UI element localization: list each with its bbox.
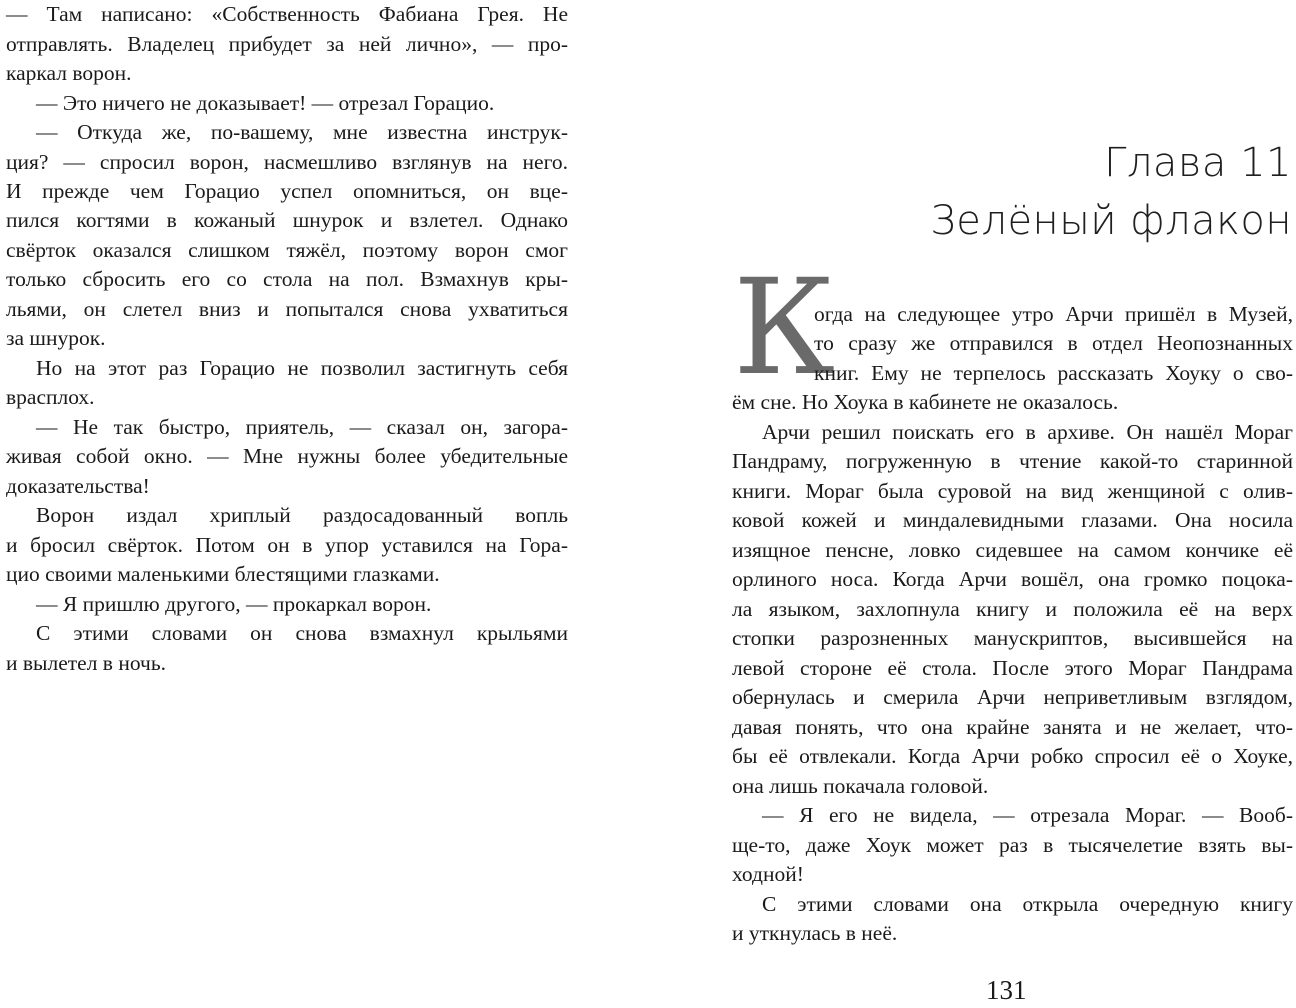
text-line: Но на этот раз Горацио не позволил застигнуть себя [36, 356, 568, 380]
text-line: только сбросить его со стола на пол. Взмахнув кры- [6, 267, 568, 291]
text-line: огда на следующее утро Арчи пришёл в Музей, [814, 302, 1293, 326]
chapter-number: Глава 11 [1104, 140, 1292, 186]
text-line-content: — Там написано: «Собственность Фабиана Грея. Не [6, 2, 568, 26]
text-line: книги. Мораг была суровой на вид женщиной с олив- [732, 479, 1293, 503]
text-line: отправлять. Владелец прибудет за ней лично», — про- [6, 32, 568, 56]
text-line: ла языком, захлопнула книгу и положила её на верх [732, 597, 1293, 621]
text-line: живая собой окно. — Мне нужны более убедительные [6, 444, 568, 468]
text-line: книг. Ему не терпелось рассказать Хоуку о сво- [814, 361, 1293, 385]
text-line: льями, он слетел вниз и попытался снова ухватиться [6, 297, 568, 321]
text-line: Ворон издал хриплый раздосадованный вопль [36, 503, 568, 527]
text-line: — Я пришлю другого, — прокаркал ворон. [36, 592, 432, 616]
text-line: обернулась и смерила Арчи неприветливым взглядом, [732, 685, 1293, 709]
text-line: пился когтями в кожаный шнурок и взлетел. Однако [6, 208, 568, 232]
text-line: — Я его не видела, — отрезала Мораг. — Вооб- [762, 803, 1293, 827]
text-line: изящное пенсне, ловко сидевшее на самом кончике её [732, 538, 1293, 562]
text-line: орлиного носа. Когда Арчи вошёл, она громко поцока- [732, 567, 1293, 591]
text-line: Арчи решил поискать его в архиве. Он нашёл Мораг [762, 420, 1293, 444]
text-line: ходной! [732, 862, 804, 886]
text-line [6, 0, 568, 29]
text-line: — Это ничего не доказывает! — отрезал Горацио. [36, 91, 495, 115]
chapter-title: Зелёный флакон [930, 198, 1292, 244]
text-line: — Не так быстро, приятель, — сказал он, загора- [36, 415, 568, 439]
text-line: за шнурок. [6, 326, 106, 350]
text-line: и уткнулась в неё. [732, 921, 898, 945]
page-number: 131 [986, 975, 1027, 1005]
text-line: С этими словами он снова взмахнул крыльями [36, 621, 568, 645]
text-line: левой стороне её стола. После этого Мораг Пандрама [732, 656, 1293, 680]
text-line: ём сне. Но Хоука в кабинете не оказалось. [732, 390, 1119, 414]
text-line: С этими словами она открыла очередную книгу [762, 892, 1293, 916]
text-line: и вылетел в ночь. [6, 651, 167, 675]
text-line: Пандраму, погруженную в чтение какой-то старинной [732, 449, 1293, 473]
text-line: и бросил свёрток. Потом он в упор уставился на Гора- [6, 533, 568, 557]
text-line: врасплох. [6, 385, 95, 409]
text-line: то сразу же отправился в отдел Неопознанных [814, 331, 1293, 355]
text-line: ковой кожей и миндалевидными глазами. Она носила [732, 508, 1293, 532]
text-line: доказательства! [6, 474, 150, 498]
text-line: И прежде чем Горацио успел опомниться, он вце- [6, 179, 568, 203]
text-line: — Откуда же, по-вашему, мне известна инструк- [36, 120, 568, 144]
text-line: бы её отвлекали. Когда Арчи робко спросил её о Хоуке, [732, 744, 1293, 768]
text-line: свёрток оказался слишком тяжёл, поэтому ворон смог [6, 238, 568, 262]
text-line: стопки разрозненных манускриптов, высившейся на [732, 626, 1293, 650]
text-line: цио своими маленькими блестящими глазками. [6, 562, 440, 586]
text-line: она лишь покачала головой. [732, 774, 989, 798]
drop-cap: К [733, 251, 836, 405]
text-line: каркал ворон. [6, 61, 132, 85]
text-line: ция? — спросил ворон, насмешливо взглянув на него. [6, 150, 568, 174]
text-line: давая понять, что она крайне занята и не желает, что- [732, 715, 1293, 739]
text-line: ще-то, даже Хоук может раз в тысячелетие взять вы- [732, 833, 1293, 857]
